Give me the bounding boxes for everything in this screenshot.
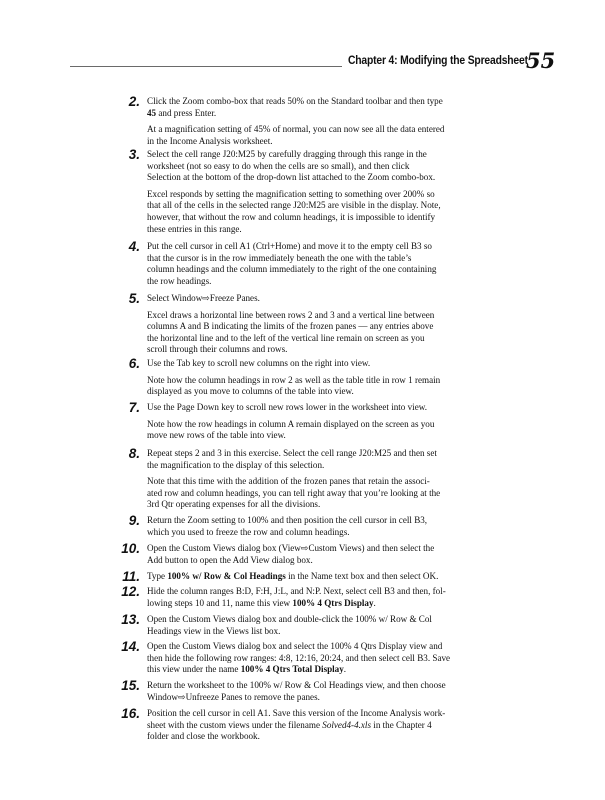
step-note (147, 375, 509, 398)
instruction-line: Add button to open the Add View dialog box. (147, 554, 313, 565)
instruction-line: Window⇨Unfreeze Panes to remove the panes. (147, 691, 320, 702)
note-line: Excel draws a horizontal line between rows 2 and 3 and a vertical line between (147, 309, 435, 320)
step-note (147, 419, 509, 442)
step-number: 14. (121, 639, 140, 654)
step-instruction (147, 708, 509, 743)
note-line: Note that this time with the addition of the frozen panes that retain the associ- (147, 476, 430, 487)
instruction-line: Put the cell cursor in cell A1 (Ctrl+Home) and move it to the empty cell B3 so (147, 241, 432, 251)
instruction-line: Open the Custom Views dialog box and double-click the 100% w/ Row & Col (147, 614, 432, 624)
instruction-line: lowing steps 10 and 11, name this view 100% 4 Qtrs Display. (147, 597, 376, 608)
note-line: however, that without the row and column headings, it is impossible to identify (147, 211, 436, 222)
step-number: 10. (121, 541, 140, 556)
instruction-line: Select Window⇨Freeze Panes. (147, 293, 260, 303)
note-line: Note how the row headings in column A remain displayed on the screen as you (147, 418, 435, 429)
step-number: 16. (121, 706, 140, 721)
instruction-line: Use the Tab key to scroll new columns on the right into view. (147, 358, 371, 368)
step-number: 6. (128, 356, 140, 371)
step-instruction (147, 614, 509, 637)
instruction-line: Position the cell cursor in cell A1. Save this version of the Income Analysis work- (147, 708, 446, 718)
page-number: 55 (526, 48, 556, 73)
note-line: scroll through their columns and rows. (147, 344, 288, 355)
step-instruction (147, 641, 509, 676)
instruction-line: that the cursor is in the row immediately beneath the one with the table’s (147, 252, 412, 263)
running-header (70, 48, 556, 78)
instruction-line: worksheet (not so easy to do when the cells are so small), and then click (147, 160, 410, 171)
step-note (147, 310, 509, 356)
chapter-title: Chapter 4: Modifying the Spreadsheet (348, 55, 528, 67)
note-line: that all of the cells in the selected range J20:M25 are visible in the display. Note, (147, 200, 441, 211)
note-line: displayed as you move to columns of the table into view. (147, 386, 354, 397)
note-line: 3rd Qtr operating expenses for all the divisions. (147, 499, 321, 510)
step-number: 12. (121, 584, 140, 599)
instruction-line: which you used to freeze the row and column headings. (147, 526, 350, 537)
step-instruction (147, 543, 509, 566)
note-line: Excel responds by setting the magnification setting to something over 200% so (147, 188, 435, 199)
step-number: 4. (128, 239, 140, 254)
step-instruction (147, 293, 509, 305)
note-line: move new rows of the table into view. (147, 430, 286, 441)
step-instruction (147, 402, 509, 414)
step-instruction (147, 149, 509, 184)
note-line: these entries in this range. (147, 223, 242, 234)
step-number: 9. (128, 513, 140, 528)
step-instruction (147, 448, 509, 471)
step-note (147, 124, 509, 147)
instruction-line: then hide the following row ranges: 4:8, 12:16, 20:24, and then select cell B3. Save (147, 652, 451, 663)
note-line: columns A and B indicating the limits of the frozen panes — any entries above (147, 321, 434, 332)
instruction-line: Hide the column ranges B:D, F:H, J:L, and N:P. Next, select cell B3 and then, fol- (147, 586, 446, 596)
instruction-line: Repeat steps 2 and 3 in this exercise. Select the cell range J20:M25 and then set (147, 448, 437, 458)
instruction-line: column headings and the column immediately to the right of the one containing (147, 264, 437, 275)
step-instruction (147, 515, 509, 538)
step-instruction (147, 96, 509, 119)
step-number: 2. (128, 94, 140, 109)
instruction-line: Headings view in the Views list box. (147, 625, 281, 636)
instruction-line: folder and close the workbook. (147, 731, 260, 742)
note-line: the horizontal line and to the left of the vertical line remain on screen as you (147, 332, 425, 343)
instruction-line: 45 and press Enter. (147, 107, 217, 118)
instruction-line: Select the cell range J20:M25 by carefully dragging through this range in the (147, 149, 427, 159)
step-instruction (147, 680, 509, 703)
instruction-line: Click the Zoom combo-box that reads 50% on the Standard toolbar and then type (147, 96, 443, 106)
note-line: in the Income Analysis worksheet. (147, 135, 273, 146)
step-instruction (147, 241, 509, 287)
instruction-line: Open the Custom Views dialog box and select the 100% 4 Qtrs Display view and (147, 641, 443, 651)
note-line: ated row and column headings, you can tell right away that you’re looking at the (147, 487, 441, 498)
step-instruction (147, 586, 509, 609)
step-instruction (147, 571, 509, 583)
note-line: At a magnification setting of 45% of normal, you can now see all the data entered (147, 124, 445, 135)
instruction-line: this view under the name 100% 4 Qtrs Total Display. (147, 664, 347, 675)
step-number: 3. (128, 147, 140, 162)
instruction-line: Return the Zoom setting to 100% and then position the cell cursor in cell B3, (147, 515, 428, 525)
note-line: Note how the column headings in row 2 as well as the table title in row 1 remain (147, 374, 441, 385)
step-instruction (147, 358, 509, 370)
instruction-line: the row headings. (147, 275, 212, 286)
step-number: 8. (128, 446, 140, 461)
instruction-line: the magnification to the display of this selection. (147, 459, 325, 470)
step-note (147, 476, 509, 511)
instruction-line: Return the worksheet to the 100% w/ Row & Col Headings view, and then choose (147, 680, 446, 690)
instruction-line: Type 100% w/ Row & Col Headings in the Name text box and then select OK. (147, 571, 439, 581)
step-number: 5. (128, 291, 140, 306)
step-note (147, 189, 509, 235)
step-number: 15. (121, 678, 140, 693)
instruction-line: Open the Custom Views dialog box (View⇨Custom Views) and then select the (147, 543, 435, 553)
step-number: 13. (121, 612, 140, 627)
step-number: 7. (128, 400, 140, 415)
instruction-line: sheet with the custom views under the filename Solved4-4.xls in the Chapter 4 (147, 719, 432, 730)
header-rule (70, 66, 342, 67)
instruction-line: Use the Page Down key to scroll new rows lower in the worksheet into view. (147, 402, 427, 412)
instruction-line: Selection at the bottom of the drop-down list attached to the Zoom combo-box. (147, 172, 436, 183)
step-number: 11. (122, 569, 140, 584)
